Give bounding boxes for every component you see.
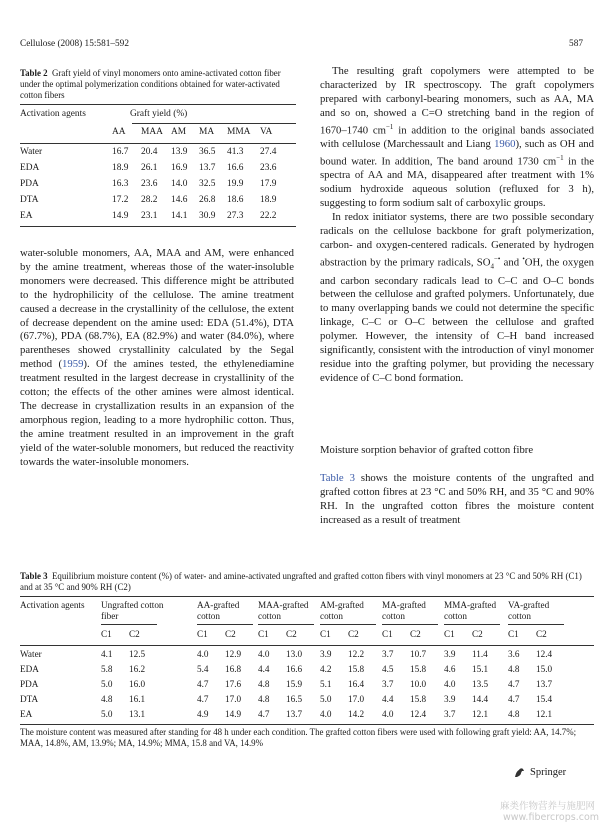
table3-sub-c1: C1	[444, 629, 455, 639]
journal-citation: Cellulose (2008) 15:581–592	[20, 39, 129, 49]
table3-value-cell: 4.7	[197, 679, 209, 689]
so4-superscript: −•	[493, 254, 501, 263]
table3-value-cell: 3.6	[508, 649, 520, 659]
table2-row	[20, 192, 290, 208]
table3-label: Table 3	[20, 571, 48, 581]
table2-value-cell: 30.9	[199, 211, 216, 221]
table3-value-cell: 12.9	[225, 649, 242, 659]
table3-value-cell: 4.7	[508, 679, 520, 689]
marchessault-citation-link[interactable]: 1960	[494, 138, 516, 151]
table2-bottom-rule	[20, 226, 296, 227]
table3-agent-cell: PDA	[20, 679, 39, 689]
table3-value-cell: 16.6	[286, 664, 303, 674]
table2-top-rule	[20, 104, 296, 105]
moisture-text: shows the moisture contents of the ungrafted and grafted cotton fibres at 23 °C and 50% RH, and 35 °C and 90% RH. In the ungrafted cotton fibres the moisture content increased as a result of treatment	[320, 472, 594, 526]
table3-value-cell: 10.7	[410, 649, 427, 659]
table3-sub-c1: C1	[382, 629, 393, 639]
table3-value-cell: 11.4	[472, 649, 488, 659]
table3-group-line1: MA-grafted	[382, 600, 426, 610]
table3-footnote: The moisture content was measured after standing for 48 h under each condition. The grafted cotton fibers were used with following graft yield: AA, 14.7%; MAA, 14.8%, AM, 13.9%; MA, 14.9%; MMA, 15.8 and VA, 14.9%	[20, 727, 577, 748]
table3-value-cell: 12.1	[472, 709, 489, 719]
table3-value-cell: 15.8	[348, 664, 365, 674]
table3-group-header	[444, 600, 496, 622]
table3-value-cell: 4.8	[258, 694, 270, 704]
table3-value-cell: 5.0	[101, 709, 113, 719]
table2-value-cell: 14.0	[171, 179, 188, 189]
table3-value-cell: 16.5	[286, 694, 303, 704]
table3-value-cell: 4.0	[320, 709, 332, 719]
table3-value-cell: 5.0	[320, 694, 332, 704]
table3-value-cell: 12.1	[536, 709, 553, 719]
table3-value-cell: 4.1	[101, 649, 113, 659]
table3-header-agents: Activation agents	[20, 600, 85, 610]
table3-group-line1: AM-grafted	[320, 600, 364, 610]
table3-value-cell: 14.4	[472, 694, 489, 704]
table3-group-rule	[320, 624, 376, 625]
table2-value-cell: 14.1	[171, 211, 188, 221]
springer-horse-icon	[513, 766, 526, 779]
table2-value-cell: 16.9	[171, 163, 188, 173]
table3-value-cell: 3.9	[444, 649, 456, 659]
table2-value-cell: 27.3	[227, 211, 244, 221]
so4-subscript: 4	[490, 262, 494, 271]
table3-value-cell: 13.7	[536, 679, 553, 689]
table3-value-cell: 14.2	[348, 709, 365, 719]
table3-group-line2: cotton	[320, 611, 343, 621]
springer-logo	[513, 766, 566, 779]
table3-value-cell: 15.0	[536, 664, 553, 674]
table3-group-line2: cotton	[382, 611, 405, 621]
table3-sub-c1: C1	[197, 629, 208, 639]
table2-value-cell: 16.3	[112, 179, 129, 189]
table2-value-cell: 26.1	[141, 163, 158, 173]
table3-value-cell: 3.9	[320, 649, 332, 659]
table2-caption-text: Graft yield of vinyl monomers onto amine-activated cotton fiber under the optimal polymerization conditions obtained for water-activated cotton fibers	[20, 68, 281, 100]
table3-sub-c1: C1	[101, 629, 112, 639]
table2-monomer-header: MA	[199, 127, 215, 137]
table3-group-rule	[508, 624, 564, 625]
table3-value-cell: 4.6	[444, 664, 456, 674]
left-paragraph	[20, 247, 294, 470]
table3-value-cell: 17.6	[225, 679, 242, 689]
table2-value-cell: 27.4	[260, 147, 277, 157]
table3-group-line1: MMA-grafted	[444, 600, 497, 610]
table3-value-cell: 4.7	[258, 709, 270, 719]
table2-value-cell: 17.2	[112, 195, 129, 205]
table3-value-cell: 3.7	[382, 679, 394, 689]
table3-value-cell: 3.9	[444, 694, 456, 704]
table2-value-cell: 23.6	[141, 179, 158, 189]
radical-text-b: and	[500, 256, 523, 269]
table2-value-cell: 14.9	[112, 211, 129, 221]
table3-value-cell: 4.7	[508, 694, 520, 704]
table2-agent-cell: PDA	[20, 179, 39, 189]
table2-value-cell: 23.1	[141, 211, 158, 221]
table3-value-cell: 13.7	[286, 709, 303, 719]
table2-value-cell: 36.5	[199, 147, 216, 157]
table3-sub-c2: C2	[536, 629, 547, 639]
table2-body	[20, 124, 290, 224]
table3-group-rule	[197, 624, 253, 625]
table3-group-line1: AA-grafted	[197, 600, 240, 610]
table2-monomer-header: AM	[171, 127, 187, 137]
table2-agent-cell: EA	[20, 211, 33, 221]
table3-group-line2: cotton	[444, 611, 467, 621]
table2-value-cell: 18.6	[227, 195, 244, 205]
table3-value-cell: 10.0	[410, 679, 427, 689]
table2-value-cell: 26.8	[199, 195, 216, 205]
table3-group-line1: Ungrafted cotton	[101, 600, 164, 610]
table2-header-agents: Activation agents	[20, 109, 86, 119]
table3-reference-link[interactable]: Table 3	[320, 472, 355, 484]
table3-group-rule	[258, 624, 314, 625]
table2-value-cell: 16.6	[227, 163, 244, 173]
table3-group-header	[197, 600, 239, 622]
table2-value-cell: 23.6	[260, 163, 277, 173]
table3-value-cell: 17.0	[225, 694, 242, 704]
table3-value-cell: 13.5	[472, 679, 489, 689]
table3-value-cell: 4.8	[258, 679, 270, 689]
table2-header-rule	[20, 143, 296, 144]
table3-caption	[20, 571, 594, 593]
table3-value-cell: 4.0	[258, 649, 270, 659]
table2-monomer-header: MMA	[227, 127, 251, 137]
table3-value-cell: 13.0	[286, 649, 303, 659]
table3-bottom-rule	[20, 724, 594, 725]
ir-text-b: in addition to the original bands associated with cellulose (Marchessault and Liang	[320, 124, 594, 151]
table3-value-cell: 5.8	[101, 664, 113, 674]
table3-sub-c2: C2	[286, 629, 297, 639]
table3-value-cell: 4.0	[382, 709, 394, 719]
ir-text-c: ), such as OH and bound water. In addition, The band around 1730 cm	[320, 138, 594, 168]
table2-value-cell: 20.4	[141, 147, 158, 157]
table3-group-line2: cotton	[197, 611, 220, 621]
table2-row	[20, 160, 290, 176]
table3-value-cell: 14.9	[225, 709, 242, 719]
table3-group-header	[258, 600, 309, 622]
table3-group-line2: cotton	[508, 611, 531, 621]
table3-value-cell: 4.4	[382, 694, 394, 704]
table3-group-rule	[382, 624, 438, 625]
table3-group-header	[508, 600, 549, 622]
table3-value-cell: 3.7	[382, 649, 394, 659]
table3-agent-cell: Water	[20, 649, 42, 659]
table3-value-cell: 16.4	[348, 679, 365, 689]
table3-value-cell: 17.0	[348, 694, 365, 704]
table3-value-cell: 4.0	[197, 649, 209, 659]
table2-value-cell: 22.2	[260, 211, 277, 221]
table3-value-cell: 4.9	[197, 709, 209, 719]
table3-value-cell: 4.7	[197, 694, 209, 704]
table2-agent-cell: DTA	[20, 195, 39, 205]
table2-value-cell: 13.9	[171, 147, 188, 157]
table3-sub-c2: C2	[472, 629, 483, 639]
table3-value-cell: 5.1	[320, 679, 332, 689]
table2-value-cell: 13.7	[199, 163, 216, 173]
table2-value-cell: 41.3	[227, 147, 244, 157]
table3-body	[20, 647, 594, 723]
table3-value-cell: 15.8	[410, 694, 427, 704]
table3-value-cell: 16.8	[225, 664, 242, 674]
segal-citation-link[interactable]: 1959	[62, 358, 84, 371]
table3-group-header	[101, 600, 164, 622]
watermark-url: www.fibercrops.com	[503, 812, 600, 823]
publisher-name: Springer	[530, 767, 567, 778]
table2-value-cell: 18.9	[260, 195, 277, 205]
table3-value-cell: 12.5	[129, 649, 146, 659]
table3-value-cell: 15.8	[410, 664, 427, 674]
radical-text-c: OH, the oxygen and carbon secondary radicals lead to C–C and O–C bonds between the cellulose and grafted polymers. Unfortunately, due to many overlapping bands we could not determine the specific linkage, C–C or O–C between the cellulose and grafted polymer. However, the intensity of C–H band increased significantly, consistent with the introduction of vinyl monomer residue into the grafting polymer, but providing the necessary evidence of C–C bond formation.	[320, 256, 594, 384]
table3-agent-cell: DTA	[20, 694, 39, 704]
table3-group-line2: fiber	[101, 611, 119, 621]
table3-value-cell: 12.4	[410, 709, 427, 719]
table3-agent-cell: EA	[20, 709, 33, 719]
left-text-b: ). Of the amines tested, the ethylenediamine treatment resulted in the largest decrease in crystallinity of the cotton; the effects of the other amines were almost identical. The decrease in crystallization results in an expansion of the amorphous region, leading to a more hydrophilic cotton. Thus, the amine treatment resulted in an improvement in the graft yield of the water-soluble monomers, but reduced the reactivity towards the water-insoluble monomers.	[20, 358, 294, 468]
table2-header-yield: Graft yield (%)	[130, 109, 188, 119]
table2-monomer-header: VA	[260, 127, 273, 137]
ir-paragraph	[320, 65, 594, 211]
table2-value-cell: 28.2	[141, 195, 158, 205]
table2-monomer-row	[20, 124, 290, 140]
table3-top-rule	[20, 596, 594, 597]
table3-value-cell: 16.0	[129, 679, 146, 689]
radical-text-a: In redox initiator systems, there are two possible secondary radicals on the cellulose backbone for graft polymerization, carbon- and oxygen-centered radicals. Generated by hydrogen abstraction by the primary radicals, SO	[320, 211, 594, 269]
table3-value-cell: 13.1	[129, 709, 146, 719]
moisture-paragraph	[320, 472, 594, 528]
table3-header-rule	[20, 645, 594, 646]
table3-sub-c2: C2	[410, 629, 421, 639]
cm-superscript: −1	[385, 122, 394, 131]
table3-value-cell: 4.8	[101, 694, 113, 704]
right-column	[320, 65, 594, 386]
table3-value-cell: 4.8	[508, 709, 520, 719]
table3-value-cell: 15.9	[286, 679, 303, 689]
table3-agent-cell: EDA	[20, 664, 39, 674]
table2-caption	[20, 68, 292, 101]
table3-group-line1: MAA-grafted	[258, 600, 309, 610]
table3-value-cell: 16.2	[129, 664, 146, 674]
table3-group-header	[382, 600, 426, 622]
table3-header	[20, 598, 594, 646]
table2	[20, 106, 187, 122]
table3-group-header	[320, 600, 364, 622]
table3-caption-text: Equilibrium moisture content (%) of water- and amine-activated ungrafted and grafted cotton fibers with vinyl monomers at 23 °C and 50% RH (C1) and at 35 °C and 90% RH (C2)	[20, 571, 582, 592]
table3-sub-c1: C1	[258, 629, 269, 639]
table2-agent-cell: EDA	[20, 163, 40, 173]
table2-value-cell: 32.5	[199, 179, 216, 189]
table2-value-cell: 17.9	[260, 179, 277, 189]
table2-monomer-header: AA	[112, 127, 126, 137]
ir-text-a: The resulting graft copolymers were attempted to be characterized by IR spectroscopy. The graft copolymers prepared with carbonyl-bearing monomers, such as AA, MA and so on, showed a C=O stretching band in the region of 1670–1740 cm	[320, 65, 594, 137]
table2-row	[20, 176, 290, 192]
ir-text-d: in the spectra of AA and MA, disappeared after treatment with 1% sodium hydroxide aqueous solution (refluxed for 3 h), suggesting to form sodium salt of carboxylic groups.	[320, 155, 594, 210]
page-number: 587	[569, 39, 583, 49]
left-text-a: water-soluble monomers, AA, MAA and AM, were enhanced by the amine treatment, whereas those of the water-insoluble monomers were decreased. This difference might be attributed to the hydrophilicity of the cellulose. The amine treatment caused a decrease in the crystallinity of the cellulose, the extent of decrease dependent on the amine used: EDA (51.4%), DTA (67.7%), PDA (68.7%), EA (82.9%) and water (84.0%), where parentheses showed crystallinity calculated by the Segal method (	[20, 247, 294, 371]
table3-value-cell: 4.2	[320, 664, 332, 674]
table3-value-cell: 15.4	[536, 694, 553, 704]
table3-value-cell: 3.7	[444, 709, 456, 719]
table3-value-cell: 4.8	[508, 664, 520, 674]
table2-monomer-header: MAA	[141, 127, 163, 137]
table2-value-cell: 16.7	[112, 147, 129, 157]
table2-row	[20, 144, 290, 160]
oh-radical-dot: •	[522, 254, 525, 263]
table3-group-line2: cotton	[258, 611, 281, 621]
table3-value-cell: 4.0	[444, 679, 456, 689]
table3-sub-c2: C2	[348, 629, 359, 639]
table3-value-cell: 16.1	[129, 694, 146, 704]
table2-row	[20, 208, 290, 224]
radical-paragraph	[320, 211, 594, 386]
table3-value-cell: 12.2	[348, 649, 365, 659]
table3-value-cell: 4.4	[258, 664, 270, 674]
table3-group-rule	[101, 624, 157, 625]
table3-value-cell: 5.4	[197, 664, 209, 674]
table2-value-cell: 19.9	[227, 179, 244, 189]
table2-value-cell: 18.9	[112, 163, 129, 173]
table3-sub-c1: C1	[320, 629, 331, 639]
watermark-cn: 麻类作物营养与施肥网	[500, 801, 596, 812]
table3-sub-c2: C2	[225, 629, 236, 639]
table2-blank-cell	[20, 124, 112, 140]
table3-sub-c2: C2	[129, 629, 140, 639]
table2-value-cell: 14.6	[171, 195, 188, 205]
table3-group-rule	[444, 624, 500, 625]
table3-value-cell: 4.5	[382, 664, 394, 674]
table2-label: Table 2	[20, 68, 48, 78]
table2-agent-cell: Water	[20, 147, 43, 157]
table3-value-cell: 5.0	[101, 679, 113, 689]
table3-value-cell: 12.4	[536, 649, 553, 659]
table3-group-line1: VA-grafted	[508, 600, 550, 610]
table3-sub-c1: C1	[508, 629, 519, 639]
section-heading: Moisture sorption behavior of grafted cotton fibre	[320, 444, 534, 456]
table3-value-cell: 15.1	[472, 664, 489, 674]
left-column	[20, 247, 294, 470]
cm-superscript-2: −1	[556, 154, 564, 162]
